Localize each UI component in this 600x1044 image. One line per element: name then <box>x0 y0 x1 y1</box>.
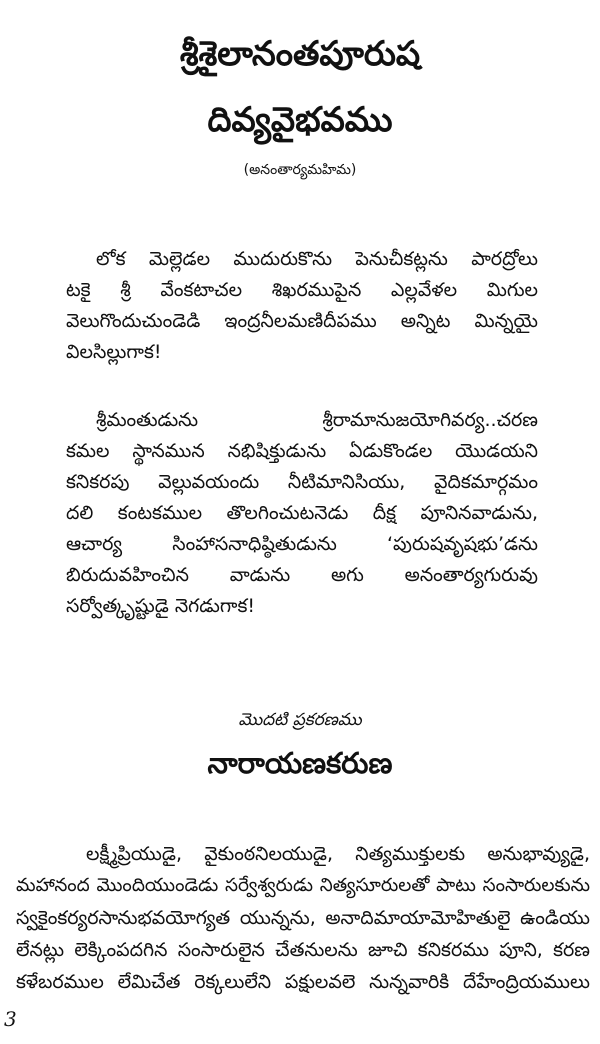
text-line: మహానంద మొందియుండెడు సర్వేశ్వరుడు నిత్యసూరులతో పాటు సంసారులకును <box>16 875 590 896</box>
text-line: కనికరపు వెల్లువయందు నీటిమానిసియు, వైదికమార్గమం <box>66 471 538 493</box>
chapter-body-paragraph <box>16 838 590 998</box>
text-line: బిరుదువహించిన వాడును అగు అనంతార్యగురువు <box>66 564 538 586</box>
text-line: స్వకైంకర్యరసానుభవయోగ్యత యున్నను, అనాదిమాయామోహితులై ఉండియు <box>16 907 590 929</box>
text-line: సర్వోత్కృష్టుడై నెగడుగాక! <box>66 595 256 617</box>
text-line: వెలుగొందుచుండెడి ఇంద్రనీలమణిదీపము అన్నిట మిన్నయై <box>66 310 538 332</box>
invocation-paragraph-1 <box>66 244 538 368</box>
chapter-label: మొదటి ప్రకరణము <box>238 710 362 730</box>
text-line: కమల స్థానమున నభిషిక్తుడును ఏడుకొండల యొడయని <box>66 440 538 462</box>
page-subtitle: (అనంతార్యమహిమ) <box>243 162 357 178</box>
text-line: దలి కంటకముల తొలగించుటనెడు దీక్ష పూనినవాడును, <box>66 502 538 524</box>
text-line: లేనట్లు లెక్కింపదగిన సంసారులైన చేతనులను జూచి కనికరము పూని, కరణ <box>16 939 590 961</box>
text-line: ఆచార్య సింహాసనాధిష్ఠితుడును ‘పురుషవృషభు’డను <box>66 533 538 555</box>
page-number: 3 <box>4 1007 17 1031</box>
chapter-title: నారాయణకరుణ <box>207 746 393 780</box>
text-line: శ్రీమంతుడును శ్రీరామానుజయోగివర్య..చరణ <box>96 409 538 431</box>
page-title-line-1: శ్రీశైలానంతపూరుష <box>179 34 421 74</box>
text-line: లక్ష్మీప్రియుడై, వైకుంఠనిలయుడై, నిత్యముక్తులకు అనుభావ్యుడై, <box>86 843 590 865</box>
text-line: టకై శ్రీ వేంకటాచల శిఖరముపైన ఎల్లవేళల మిగుల <box>66 279 538 301</box>
text-line: కళేబరముల లేమిచేత రెక్కలులేని పక్షులవలె నున్నవారికి దేహేంద్రియములు <box>16 971 590 993</box>
text-line: విలసిల్లుగాక! <box>66 341 162 363</box>
text-line: లోక మెల్లెడల ముదురుకొను పెనుచీకట్లను పారద్రోలు <box>96 248 538 270</box>
page-title-line-2: దివ్యవైభవము <box>207 100 393 140</box>
invocation-paragraph-2 <box>66 405 538 622</box>
